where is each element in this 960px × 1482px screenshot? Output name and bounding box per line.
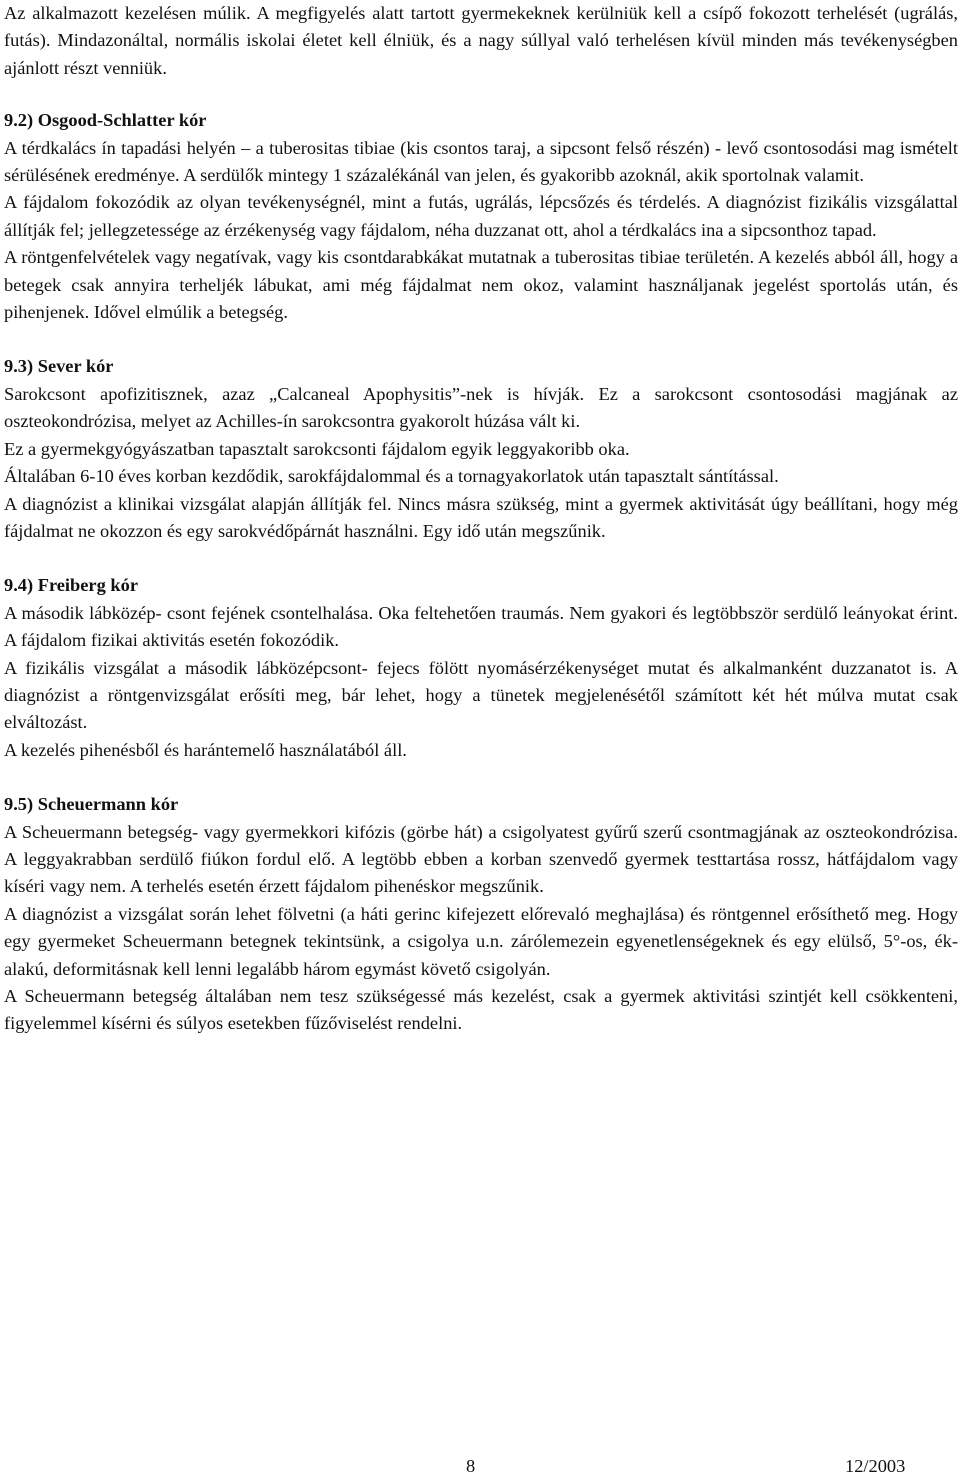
section-title: 9.5) Scheuermann kór (4, 794, 179, 815)
section-paragraph: A röntgenfelvételek vagy negatívak, vagy kis csontdarabkákat mutatnak a tuberositas tibiae területén. A kezelés abból áll, hogy a betegek csak annyira terheljék lábukat, ami még fájdalmat nem okoz, valamint használjanak jegelést sportolás után, és pihenjenek. Idővel elmúlik a betegség. (4, 247, 958, 323)
intro-paragraph: Az alkalmazott kezelésen múlik. A megfigyelés alatt tartott gyermekeknek kerülniük kell a csípő fokozott terhelését (ugrálás, futás). Mindazonáltal, normális iskolai életet kell élniük, és a nagy súllyal való terhelésen kívül minden más tevékenységben ajánlott részt venniük. (4, 3, 958, 78)
section-paragraph: A fizikális vizsgálat a második lábközépcsont- fejecs fölött nyomásérzékenységet mutat és alkalmanként duzzanatot is. A diagnózist a röntgenvizsgálat erősíti meg, bár lehet, hogy a tünetek megjelenésétől számított két hét múlva mutat csak elváltozást. (4, 657, 958, 733)
section-paragraph: Általában 6-10 éves korban kezdődik, sarokfájdalommal és a tornagyakorlatok után tapasztalt sántítással. (4, 466, 779, 487)
page-footer (0, 1456, 960, 1482)
section-title: 9.4) Freiberg kór (4, 575, 138, 596)
section-paragraph: Ez a gyermekgyógyászatban tapasztalt sarokcsonti fájdalom egyik leggyakoribb oka. (4, 438, 630, 459)
section-paragraph: A kezelés pihenésből és harántemelő használatából áll. (4, 739, 407, 760)
section-paragraph: A térdkalács ín tapadási helyén – a tuberositas tibiae (kis csontos taraj, a sipcsont felső részén) - levő csontosodási mag ismételt sérülésének eredménye. A serdülők mintegy 1 százalékánál van jelen, és gyakoribb azoknál, akik sportolnak valamit. (4, 137, 958, 186)
section-paragraph: A Scheuermann betegség- vagy gyermekkori kifózis (görbe hát) a csigolyatest gyűrű szerű csontmagjának az oszteokondrózisa. A leggyakrabban serdülő fiúkon fordul elő. A legtöbb ebben a korban szenvedő gyermek testtartása rossz, hátfájdalom vagy kíséri vagy nem. A terhelés esetén érzett fájdalom pihenéskor megszűnik. (4, 821, 958, 897)
section-title: 9.3) Sever kór (4, 356, 114, 377)
section-paragraph: A diagnózist a klinikai vizsgálat alapján állítják fel. Nincs másra szükség, mint a gyermek aktivitását úgy beállítani, hogy még fájdalmat ne okozzon és egy sarokvédőpárnát használni. Egy idő után megszűnik. (4, 493, 958, 541)
section-title: 9.2) Osgood-Schlatter kór (4, 110, 207, 131)
section-paragraph: A fájdalom fokozódik az olyan tevékenységnél, mint a futás, ugrálás, lépcsőzés és térdelés. A diagnózist fizikális vizsgálattal állítják fel; jellegzetessége az érzékenység vagy fájdalom, néha duzzanat ott, ahol a térdkalács ina a sipcsonthoz tapad. (4, 192, 958, 240)
section-sever (4, 353, 958, 545)
footer-date: 12/2003 (845, 1456, 906, 1476)
section-osgood-schlatter (4, 107, 958, 326)
section-freiberg (4, 572, 958, 764)
document-page (4, 0, 958, 1038)
page-number: 8 (466, 1456, 476, 1476)
section-paragraph: A második lábközép- csont fejének csontelhalása. Oka feltehetően traumás. Nem gyakori és legtöbbször serdülő leányokat érint. A fájdalom fizikai aktivitás esetén fokozódik. (4, 602, 958, 651)
section-paragraph: Sarokcsont apofizitisznek, azaz „Calcaneal Apophysitis”-nek is hívják. Ez a sarokcsont csontosodási magjának az oszteokondrózisa, melyet az Achilles-ín sarokcsontra gyakorolt húzása vált ki. (4, 383, 958, 432)
section-paragraph: A Scheuermann betegség általában nem tesz szükségessé más kezelést, csak a gyermek aktivitási szintjét kell csökkenteni, figyelemmel kísérni és súlyos esetekben fűzőviselést rendelni. (4, 986, 958, 1034)
section-paragraph: A diagnózist a vizsgálat során lehet fölvetni (a háti gerinc kifejezett előrevaló meghajlása) és röntgennel erősíthető meg. Hogy egy gyermeket Scheuermann betegnek tekintsünk, a csigolya u.n. zárólemezein egyenetlenségeknek és egy elülső, 5°-os, ék-alakú, deformitásnak kell lenni legalább három egymást követő csigolyán. (4, 903, 958, 979)
section-scheuermann (4, 791, 958, 1038)
